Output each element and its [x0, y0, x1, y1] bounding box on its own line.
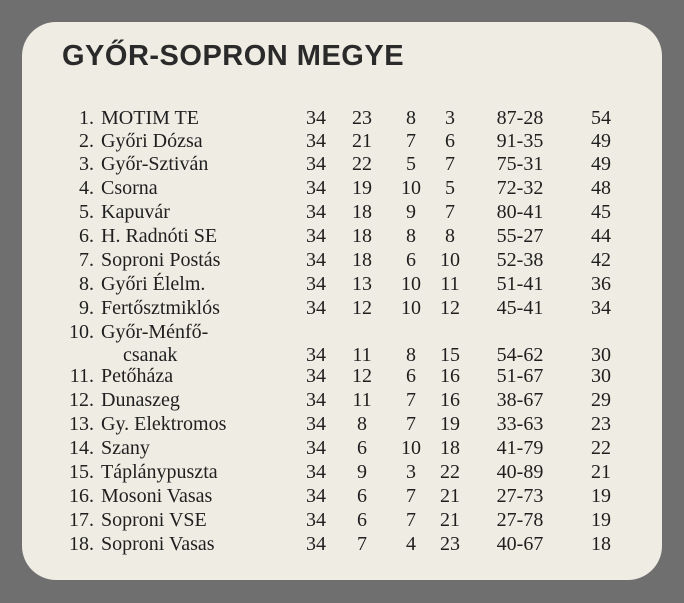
lost-cell: 7 [445, 201, 455, 223]
won-cell: 8 [357, 413, 367, 435]
points-cell: 34 [591, 297, 611, 319]
won-cell: 18 [352, 225, 372, 247]
goals-cell: 27-78 [496, 509, 544, 531]
played-cell: 34 [306, 225, 326, 247]
points-cell: 22 [591, 437, 611, 459]
team-name: Soproni VSE [101, 509, 207, 531]
position-cell: 2. [79, 130, 94, 152]
won-cell: 6 [357, 485, 367, 507]
goals-cell: 55-27 [496, 225, 544, 247]
won-cell: 12 [352, 365, 372, 387]
goals-cell: 41-79 [496, 437, 544, 459]
goals-cell: 45-41 [496, 297, 544, 319]
lost-cell: 12 [440, 297, 460, 319]
position-cell: 1. [79, 107, 94, 129]
table-row [22, 460, 662, 484]
lost-cell: 8 [445, 225, 455, 247]
team-name: Kapuvár [101, 201, 170, 223]
points-cell: 19 [591, 509, 611, 531]
points-cell: 23 [591, 413, 611, 435]
won-cell: 13 [352, 273, 372, 295]
goals-cell: 51-41 [496, 273, 544, 295]
lost-cell: 23 [440, 533, 460, 555]
team-name: Petőháza [101, 365, 174, 387]
position-cell: 15. [69, 461, 94, 483]
table-row [22, 532, 662, 556]
goals-cell: 87-28 [496, 107, 544, 129]
won-cell: 7 [357, 533, 367, 555]
lost-cell: 22 [440, 461, 460, 483]
team-name: Táplánypuszta [101, 461, 218, 483]
points-cell: 54 [591, 107, 611, 129]
goals-cell: 54-62 [496, 344, 544, 366]
drawn-cell: 8 [406, 344, 416, 366]
team-name: Soproni Vasas [101, 533, 215, 555]
lost-cell: 15 [440, 344, 460, 366]
points-cell: 49 [591, 153, 611, 175]
position-cell: 8. [79, 273, 94, 295]
played-cell: 34 [306, 177, 326, 199]
played-cell: 34 [306, 485, 326, 507]
points-cell: 30 [591, 344, 611, 366]
goals-cell: 51-67 [496, 365, 544, 387]
drawn-cell: 4 [406, 533, 416, 555]
drawn-cell: 6 [406, 365, 416, 387]
points-cell: 48 [591, 177, 611, 199]
lost-cell: 21 [440, 509, 460, 531]
won-cell: 9 [357, 461, 367, 483]
played-cell: 34 [306, 297, 326, 319]
table-row [22, 508, 662, 532]
team-name: H. Radnóti SE [101, 225, 218, 247]
goals-cell: 27-73 [496, 485, 544, 507]
won-cell: 19 [352, 177, 372, 199]
table-row [22, 272, 662, 296]
goals-cell: 91-35 [496, 130, 544, 152]
team-name: Csorna [101, 177, 158, 199]
points-cell: 42 [591, 249, 611, 271]
team-name: Mosoni Vasas [101, 485, 213, 507]
drawn-cell: 10 [401, 437, 421, 459]
goals-cell: 72-32 [496, 177, 544, 199]
drawn-cell: 10 [401, 273, 421, 295]
played-cell: 34 [306, 153, 326, 175]
table-row [22, 224, 662, 248]
lost-cell: 7 [445, 153, 455, 175]
played-cell: 34 [306, 509, 326, 531]
drawn-cell: 3 [406, 461, 416, 483]
drawn-cell: 7 [406, 389, 416, 411]
table-row [22, 152, 662, 176]
team-name: Győri Dózsa [101, 130, 203, 152]
played-cell: 34 [306, 107, 326, 129]
points-cell: 44 [591, 225, 611, 247]
position-cell: 6. [79, 225, 94, 247]
position-cell: 3. [79, 153, 94, 175]
table-row [22, 484, 662, 508]
team-name: Győr-Ménfő- [101, 321, 209, 343]
goals-cell: 40-67 [496, 533, 544, 555]
won-cell: 23 [352, 107, 372, 129]
table-row [22, 248, 662, 272]
position-cell: 4. [79, 177, 94, 199]
won-cell: 11 [352, 389, 372, 411]
lost-cell: 3 [445, 107, 455, 129]
drawn-cell: 6 [406, 249, 416, 271]
team-name: Dunaszeg [101, 389, 180, 411]
played-cell: 34 [306, 273, 326, 295]
drawn-cell: 8 [406, 225, 416, 247]
played-cell: 34 [306, 389, 326, 411]
table-row [22, 106, 662, 130]
drawn-cell: 7 [406, 413, 416, 435]
table-row [22, 176, 662, 200]
position-cell: 16. [69, 485, 94, 507]
table-row [22, 412, 662, 436]
team-name: Győri Élelm. [101, 273, 206, 295]
played-cell: 34 [306, 201, 326, 223]
played-cell: 34 [306, 437, 326, 459]
drawn-cell: 10 [401, 177, 421, 199]
lost-cell: 10 [440, 249, 460, 271]
goals-cell: 38-67 [496, 389, 544, 411]
position-cell: 5. [79, 201, 94, 223]
lost-cell: 6 [445, 130, 455, 152]
won-cell: 21 [352, 130, 372, 152]
position-cell: 9. [79, 297, 94, 319]
drawn-cell: 5 [406, 153, 416, 175]
lost-cell: 16 [440, 389, 460, 411]
page-title: GYŐR-SOPRON MEGYE [62, 40, 405, 72]
team-name: Gy. Elektromos [101, 413, 227, 435]
played-cell: 34 [306, 130, 326, 152]
goals-cell: 80-41 [496, 201, 544, 223]
position-cell: 18. [69, 533, 94, 555]
points-cell: 30 [591, 365, 611, 387]
played-cell: 34 [306, 413, 326, 435]
points-cell: 18 [591, 533, 611, 555]
points-cell: 49 [591, 130, 611, 152]
team-name: MOTIM TE [101, 107, 199, 129]
drawn-cell: 7 [406, 130, 416, 152]
lost-cell: 16 [440, 365, 460, 387]
won-cell: 18 [352, 201, 372, 223]
table-row [22, 364, 662, 388]
won-cell: 22 [352, 153, 372, 175]
table-row [22, 436, 662, 460]
played-cell: 34 [306, 461, 326, 483]
table-row [22, 320, 662, 366]
drawn-cell: 7 [406, 509, 416, 531]
drawn-cell: 10 [401, 297, 421, 319]
lost-cell: 21 [440, 485, 460, 507]
lost-cell: 5 [445, 177, 455, 199]
played-cell: 34 [306, 344, 326, 366]
table-row [22, 129, 662, 153]
won-cell: 11 [352, 344, 372, 366]
position-cell: 12. [69, 389, 94, 411]
standings-table [22, 22, 662, 580]
lost-cell: 18 [440, 437, 460, 459]
goals-cell: 40-89 [496, 461, 544, 483]
won-cell: 6 [357, 437, 367, 459]
position-cell: 10. [69, 321, 94, 343]
drawn-cell: 9 [406, 201, 416, 223]
team-name: Győr-Sztiván [101, 153, 209, 175]
points-cell: 36 [591, 273, 611, 295]
position-cell: 17. [69, 509, 94, 531]
position-cell: 13. [69, 413, 94, 435]
won-cell: 12 [352, 297, 372, 319]
drawn-cell: 7 [406, 485, 416, 507]
lost-cell: 19 [440, 413, 460, 435]
goals-cell: 33-63 [496, 413, 544, 435]
played-cell: 34 [306, 365, 326, 387]
position-cell: 7. [79, 249, 94, 271]
goals-cell: 52-38 [496, 249, 544, 271]
won-cell: 18 [352, 249, 372, 271]
played-cell: 34 [306, 249, 326, 271]
team-name: Soproni Postás [101, 249, 221, 271]
table-row [22, 388, 662, 412]
points-cell: 21 [591, 461, 611, 483]
position-cell: 11. [69, 365, 94, 387]
team-name: Szany [101, 437, 150, 459]
drawn-cell: 8 [406, 107, 416, 129]
team-name: Fertősztmiklós [101, 297, 220, 319]
won-cell: 6 [357, 509, 367, 531]
goals-cell: 75-31 [496, 153, 544, 175]
standings-card [22, 22, 662, 580]
points-cell: 45 [591, 201, 611, 223]
points-cell: 19 [591, 485, 611, 507]
points-cell: 29 [591, 389, 611, 411]
lost-cell: 11 [440, 273, 460, 295]
played-cell: 34 [306, 533, 326, 555]
position-cell: 14. [69, 437, 94, 459]
team-name-continued: csanak [123, 344, 178, 366]
table-row [22, 200, 662, 224]
table-row [22, 296, 662, 320]
